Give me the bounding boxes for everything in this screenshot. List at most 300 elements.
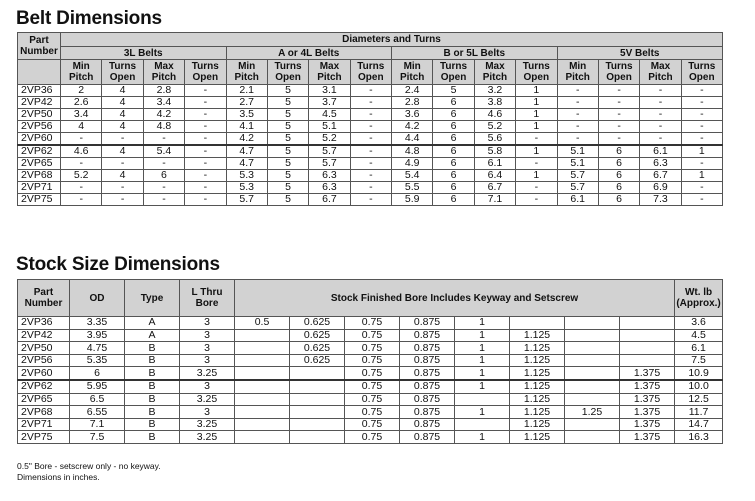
value-cell: 5 <box>267 158 308 170</box>
type-header: Type <box>125 280 180 317</box>
subcol-header: Turns Open <box>681 60 722 85</box>
od-cell: 6.5 <box>70 393 125 406</box>
bore-cell: 1 <box>455 329 510 342</box>
value-cell: - <box>557 121 598 133</box>
stock-row <box>18 418 723 431</box>
l-cell: 3.25 <box>180 393 235 406</box>
bore-cell: 1 <box>455 367 510 380</box>
bore-cell <box>565 393 620 406</box>
value-cell: - <box>185 133 226 146</box>
value-cell: 5.1 <box>557 158 598 170</box>
bore-cell <box>290 418 345 431</box>
value-cell: 5 <box>267 85 308 97</box>
belt-row <box>18 85 723 97</box>
value-cell: 1 <box>516 85 557 97</box>
value-cell: 6 <box>433 182 474 194</box>
value-cell: - <box>640 85 681 97</box>
bore-cell <box>235 354 290 367</box>
part-number-cell: 2VP50 <box>18 342 70 355</box>
value-cell: - <box>516 158 557 170</box>
bore-cell: 0.875 <box>400 317 455 330</box>
value-cell: 3.7 <box>309 97 350 109</box>
value-cell: 2.7 <box>226 97 267 109</box>
od-cell: 6 <box>70 367 125 380</box>
l-thru-bore-header: L Thru Bore <box>180 280 235 317</box>
diameters-turns-header: Diameters and Turns <box>61 33 723 47</box>
value-cell: 4.2 <box>226 133 267 146</box>
bore-cell: 0.625 <box>290 329 345 342</box>
stock-row <box>18 406 723 419</box>
value-cell: - <box>681 182 722 194</box>
od-cell: 6.55 <box>70 406 125 419</box>
value-cell: 5.5 <box>392 182 433 194</box>
value-cell: - <box>681 194 722 206</box>
od-header: OD <box>70 280 125 317</box>
l-cell: 3.25 <box>180 367 235 380</box>
bore-cell <box>235 431 290 444</box>
value-cell: 2.1 <box>226 85 267 97</box>
bore-cell: 1.125 <box>510 367 565 380</box>
group-header-3l: 3L Belts <box>61 47 227 60</box>
value-cell: 4.7 <box>226 158 267 170</box>
l-cell: 3.25 <box>180 431 235 444</box>
bore-cell <box>235 380 290 393</box>
subcol-header: Turns Open <box>433 60 474 85</box>
bore-cell <box>565 317 620 330</box>
bore-cell <box>235 342 290 355</box>
bore-cell: 1.125 <box>510 406 565 419</box>
value-cell: - <box>185 109 226 121</box>
value-cell: 6 <box>433 109 474 121</box>
value-cell: 2.6 <box>61 97 102 109</box>
value-cell: 2.8 <box>392 97 433 109</box>
bore-cell <box>455 393 510 406</box>
bore-cell: 0.75 <box>345 367 400 380</box>
value-cell: - <box>640 109 681 121</box>
weight-cell: 10.0 <box>675 380 723 393</box>
value-cell: 5.6 <box>474 133 515 146</box>
value-cell: 5.7 <box>309 158 350 170</box>
subcol-header: Max Pitch <box>474 60 515 85</box>
bore-cell: 1.375 <box>620 367 675 380</box>
belt-dimensions-title: Belt Dimensions <box>16 8 162 29</box>
group-header-5l: B or 5L Belts <box>392 47 558 60</box>
bore-cell: 1.375 <box>620 431 675 444</box>
bore-cell <box>620 317 675 330</box>
value-cell: 5 <box>267 133 308 146</box>
bore-cell: 1.375 <box>620 380 675 393</box>
od-cell: 7.5 <box>70 431 125 444</box>
value-cell: - <box>598 109 639 121</box>
stock-row <box>18 367 723 380</box>
stock-bore-header: Stock Finished Bore Includes Keyway and Setscrew <box>235 280 675 317</box>
bore-cell: 0.875 <box>400 380 455 393</box>
bore-cell: 0.625 <box>290 354 345 367</box>
bore-cell: 0.75 <box>345 406 400 419</box>
bore-cell: 1 <box>455 317 510 330</box>
weight-cell: 14.7 <box>675 418 723 431</box>
value-cell: 4 <box>102 170 143 182</box>
part-number-cell: 2VP65 <box>18 158 61 170</box>
bore-cell <box>235 406 290 419</box>
part-number-cell: 2VP36 <box>18 317 70 330</box>
weight-cell: 3.6 <box>675 317 723 330</box>
type-cell: B <box>125 367 180 380</box>
part-number-header: Part Number <box>18 33 61 60</box>
value-cell: 5.2 <box>61 170 102 182</box>
value-cell: - <box>350 85 391 97</box>
value-cell: - <box>185 158 226 170</box>
value-cell: 5 <box>433 85 474 97</box>
l-cell: 3 <box>180 380 235 393</box>
subcol-header: Turns Open <box>185 60 226 85</box>
value-cell: 3.4 <box>61 109 102 121</box>
bore-cell <box>290 393 345 406</box>
weight-cell: 6.1 <box>675 342 723 355</box>
value-cell: 5.7 <box>557 182 598 194</box>
stock-row <box>18 342 723 355</box>
bore-cell: 0.75 <box>345 380 400 393</box>
weight-header: Wt. lb (Approx.) <box>675 280 723 317</box>
value-cell: 5.3 <box>226 182 267 194</box>
value-cell: 6 <box>598 182 639 194</box>
value-cell: - <box>350 182 391 194</box>
value-cell: - <box>350 121 391 133</box>
value-cell: - <box>557 133 598 146</box>
value-cell: - <box>185 170 226 182</box>
value-cell: 4.4 <box>392 133 433 146</box>
value-cell: 6.7 <box>474 182 515 194</box>
value-cell: - <box>185 97 226 109</box>
type-cell: B <box>125 393 180 406</box>
value-cell: - <box>143 158 184 170</box>
value-cell: 4.8 <box>143 121 184 133</box>
bore-cell: 0.875 <box>400 393 455 406</box>
value-cell: 6.3 <box>309 170 350 182</box>
value-cell: - <box>350 158 391 170</box>
value-cell: - <box>102 182 143 194</box>
subcol-header: Min Pitch <box>61 60 102 85</box>
bore-cell: 1.125 <box>510 431 565 444</box>
part-number-cell: 2VP65 <box>18 393 70 406</box>
bore-cell: 1 <box>455 380 510 393</box>
part-number-cell: 2VP68 <box>18 170 61 182</box>
value-cell: - <box>61 133 102 146</box>
type-cell: B <box>125 406 180 419</box>
value-cell: 4.9 <box>392 158 433 170</box>
value-cell: - <box>681 97 722 109</box>
value-cell: - <box>681 121 722 133</box>
bore-cell: 1.125 <box>510 380 565 393</box>
bore-cell <box>565 431 620 444</box>
value-cell: - <box>61 182 102 194</box>
value-cell: 6 <box>433 170 474 182</box>
type-cell: A <box>125 317 180 330</box>
value-cell: 4 <box>102 145 143 158</box>
bore-cell: 1.375 <box>620 393 675 406</box>
bore-cell <box>455 418 510 431</box>
subcol-header: Turns Open <box>102 60 143 85</box>
bore-cell: 0.75 <box>345 317 400 330</box>
stock-row <box>18 329 723 342</box>
subcol-header: Turns Open <box>598 60 639 85</box>
group-header-5v: 5V Belts <box>557 47 723 60</box>
value-cell: 5.4 <box>143 145 184 158</box>
bore-cell <box>290 380 345 393</box>
bore-cell: 0.5 <box>235 317 290 330</box>
value-cell: 5.7 <box>226 194 267 206</box>
value-cell: - <box>681 133 722 146</box>
value-cell: - <box>350 109 391 121</box>
bore-cell: 1 <box>455 342 510 355</box>
value-cell: 4 <box>102 97 143 109</box>
bore-cell: 1.125 <box>510 329 565 342</box>
bore-cell: 1.125 <box>510 393 565 406</box>
value-cell: - <box>185 182 226 194</box>
bore-cell: 1.375 <box>620 406 675 419</box>
value-cell: 5.1 <box>309 121 350 133</box>
value-cell: 3.2 <box>474 85 515 97</box>
l-cell: 3 <box>180 317 235 330</box>
bore-cell: 0.875 <box>400 354 455 367</box>
value-cell: - <box>185 85 226 97</box>
value-cell: 6 <box>598 194 639 206</box>
value-cell: 5 <box>267 145 308 158</box>
value-cell: - <box>143 133 184 146</box>
subcol-header: Turns Open <box>350 60 391 85</box>
value-cell: 3.4 <box>143 97 184 109</box>
value-cell: - <box>598 121 639 133</box>
l-cell: 3 <box>180 354 235 367</box>
bore-cell <box>565 342 620 355</box>
footnote-units: Dimensions in inches. <box>17 471 100 482</box>
value-cell: 2.4 <box>392 85 433 97</box>
part-number-cell: 2VP56 <box>18 121 61 133</box>
bore-cell: 0.625 <box>290 342 345 355</box>
value-cell: 6.7 <box>640 170 681 182</box>
value-cell: 4 <box>102 85 143 97</box>
subcol-header: Min Pitch <box>226 60 267 85</box>
value-cell: 5 <box>267 170 308 182</box>
value-cell: - <box>350 170 391 182</box>
bore-cell <box>235 393 290 406</box>
value-cell: - <box>143 194 184 206</box>
stock-row <box>18 354 723 367</box>
bore-cell: 0.875 <box>400 406 455 419</box>
bore-cell <box>290 367 345 380</box>
part-number-cell: 2VP75 <box>18 431 70 444</box>
bore-cell: 1.125 <box>510 354 565 367</box>
value-cell: 1 <box>681 145 722 158</box>
value-cell: 6.9 <box>640 182 681 194</box>
subcol-header: Max Pitch <box>143 60 184 85</box>
value-cell: - <box>61 158 102 170</box>
value-cell: 6.7 <box>309 194 350 206</box>
part-number-cell: 2VP62 <box>18 380 70 393</box>
bore-cell: 0.75 <box>345 393 400 406</box>
value-cell: - <box>516 182 557 194</box>
value-cell: - <box>350 194 391 206</box>
value-cell: 5.9 <box>392 194 433 206</box>
value-cell: 1 <box>516 170 557 182</box>
value-cell: - <box>350 133 391 146</box>
value-cell: 4.7 <box>226 145 267 158</box>
bore-cell: 0.75 <box>345 342 400 355</box>
part-number-cell: 2VP50 <box>18 109 61 121</box>
bore-cell <box>620 342 675 355</box>
part-number-cell: 2VP62 <box>18 145 61 158</box>
value-cell: - <box>102 158 143 170</box>
part-number-cell: 2VP68 <box>18 406 70 419</box>
bore-cell <box>235 329 290 342</box>
subcol-header: Max Pitch <box>640 60 681 85</box>
belt-row <box>18 170 723 182</box>
value-cell: 5 <box>267 109 308 121</box>
value-cell: 1 <box>516 121 557 133</box>
type-cell: B <box>125 431 180 444</box>
l-cell: 3.25 <box>180 418 235 431</box>
value-cell: 6 <box>143 170 184 182</box>
value-cell: 5.4 <box>392 170 433 182</box>
part-number-cell: 2VP60 <box>18 367 70 380</box>
value-cell: - <box>598 97 639 109</box>
bore-cell <box>620 354 675 367</box>
value-cell: 3.8 <box>474 97 515 109</box>
value-cell: 6.4 <box>474 170 515 182</box>
value-cell: 4.6 <box>474 109 515 121</box>
footnote-bore: 0.5" Bore - setscrew only - no keyway. <box>17 461 161 471</box>
stock-row <box>18 393 723 406</box>
bore-cell <box>290 431 345 444</box>
value-cell: 2.8 <box>143 85 184 97</box>
value-cell: - <box>185 121 226 133</box>
bore-cell <box>565 418 620 431</box>
value-cell: - <box>516 194 557 206</box>
value-cell: - <box>640 121 681 133</box>
value-cell: - <box>681 109 722 121</box>
belt-row <box>18 109 723 121</box>
part-number-cell: 2VP56 <box>18 354 70 367</box>
value-cell: 6 <box>598 170 639 182</box>
group-header-4l: A or 4L Belts <box>226 47 392 60</box>
value-cell: 5.3 <box>226 170 267 182</box>
weight-cell: 4.5 <box>675 329 723 342</box>
footnotes <box>17 461 161 482</box>
l-cell: 3 <box>180 329 235 342</box>
belt-row <box>18 97 723 109</box>
value-cell: 5 <box>267 121 308 133</box>
part-number-spacer <box>18 60 61 85</box>
value-cell: 4 <box>61 121 102 133</box>
bore-cell: 0.75 <box>345 431 400 444</box>
bore-cell: 0.625 <box>290 317 345 330</box>
od-cell: 5.95 <box>70 380 125 393</box>
od-cell: 3.95 <box>70 329 125 342</box>
bore-cell: 1 <box>455 354 510 367</box>
value-cell: 3.1 <box>309 85 350 97</box>
value-cell: - <box>640 133 681 146</box>
value-cell: 7.3 <box>640 194 681 206</box>
value-cell: 5.8 <box>474 145 515 158</box>
value-cell: - <box>185 145 226 158</box>
value-cell: 5 <box>267 182 308 194</box>
weight-cell: 12.5 <box>675 393 723 406</box>
value-cell: - <box>61 194 102 206</box>
bore-cell: 1 <box>455 431 510 444</box>
value-cell: - <box>640 97 681 109</box>
value-cell: 6 <box>433 194 474 206</box>
bore-cell: 0.875 <box>400 418 455 431</box>
subcol-header: Turns Open <box>267 60 308 85</box>
bore-cell <box>565 329 620 342</box>
value-cell: 6 <box>433 133 474 146</box>
value-cell: - <box>350 145 391 158</box>
type-cell: B <box>125 342 180 355</box>
stock-size-title: Stock Size Dimensions <box>16 254 220 275</box>
value-cell: 1 <box>516 145 557 158</box>
value-cell: 6 <box>433 145 474 158</box>
value-cell: 4.2 <box>143 109 184 121</box>
value-cell: 2 <box>61 85 102 97</box>
bore-cell: 1.125 <box>510 418 565 431</box>
value-cell: 3.5 <box>226 109 267 121</box>
value-cell: - <box>598 133 639 146</box>
value-cell: 5.7 <box>309 145 350 158</box>
value-cell: - <box>185 194 226 206</box>
value-cell: 4.1 <box>226 121 267 133</box>
value-cell: - <box>102 133 143 146</box>
bore-cell <box>290 406 345 419</box>
value-cell: - <box>681 85 722 97</box>
type-cell: B <box>125 354 180 367</box>
value-cell: - <box>143 182 184 194</box>
part-number-cell: 2VP71 <box>18 182 61 194</box>
value-cell: - <box>557 85 598 97</box>
value-cell: - <box>102 194 143 206</box>
od-cell: 7.1 <box>70 418 125 431</box>
bore-cell: 1.375 <box>620 418 675 431</box>
stock-row <box>18 380 723 393</box>
value-cell: 6 <box>433 121 474 133</box>
value-cell: 4 <box>102 121 143 133</box>
value-cell: 6.1 <box>557 194 598 206</box>
belt-row <box>18 158 723 170</box>
stock-row <box>18 317 723 330</box>
value-cell: - <box>598 85 639 97</box>
value-cell: 5 <box>267 194 308 206</box>
bore-cell <box>235 367 290 380</box>
weight-cell: 16.3 <box>675 431 723 444</box>
value-cell: - <box>557 97 598 109</box>
type-cell: A <box>125 329 180 342</box>
belt-row <box>18 121 723 133</box>
l-cell: 3 <box>180 342 235 355</box>
value-cell: 4 <box>102 109 143 121</box>
bore-cell <box>565 380 620 393</box>
stock-row <box>18 431 723 444</box>
value-cell: 1 <box>681 170 722 182</box>
subcol-header: Min Pitch <box>557 60 598 85</box>
part-number-cell: 2VP36 <box>18 85 61 97</box>
bore-cell: 1.125 <box>510 342 565 355</box>
value-cell: 4.5 <box>309 109 350 121</box>
bore-cell: 0.75 <box>345 329 400 342</box>
value-cell: 6.3 <box>640 158 681 170</box>
bore-cell: 0.875 <box>400 329 455 342</box>
bore-cell: 0.875 <box>400 342 455 355</box>
value-cell: 6 <box>598 145 639 158</box>
value-cell: 5.7 <box>557 170 598 182</box>
